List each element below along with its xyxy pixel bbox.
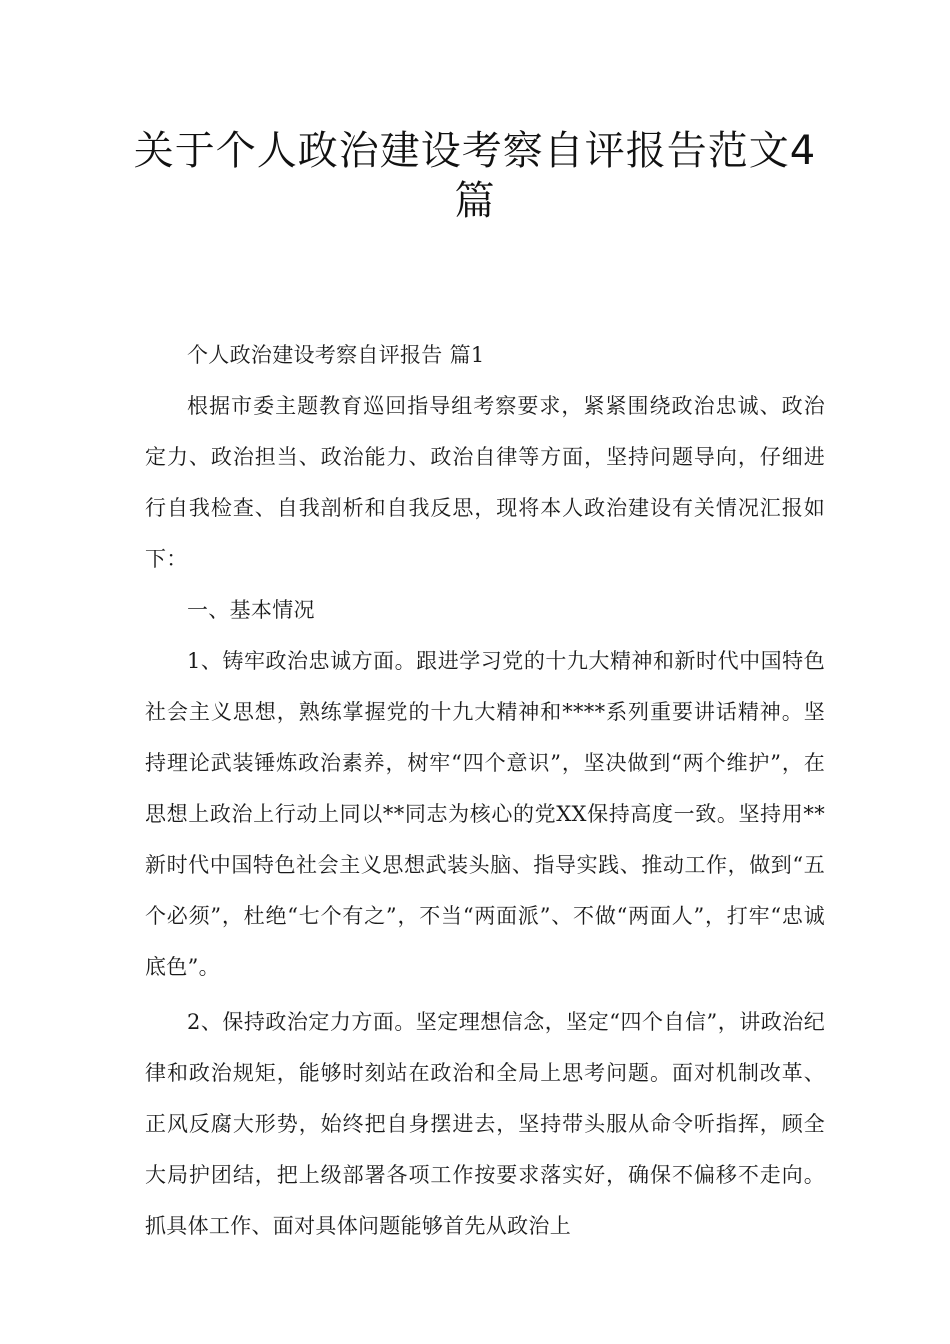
paragraph-heading-basic: 一、基本情况 [187, 598, 315, 622]
paragraph-political-resolve: 2、保持政治定力方面。坚定理想信念，坚定“四个自信”，讲政治纪律和政治规矩，能够时刻站在政治和全局上思考问题。面对机制改革、正风反腐大形势，始终把自身摆进去，坚持带头服从命令听指挥，顾全大局护团结，把上级部署各项工作按要求落实好，确保不偏移不走向。抓具体工作、面对具体问题能够首先从政治上 [145, 1010, 825, 1238]
document-title: 关于个人政治建设考察自评报告范文4篇 [133, 128, 817, 224]
section-heading: 个人政治建设考察自评报告 篇1 [187, 343, 485, 367]
document-body [145, 330, 825, 1252]
paragraph-intro: 根据市委主题教育巡回指导组考察要求，紧紧围绕政治忠诚、政治定力、政治担当、政治能力、政治自律等方面，坚持问题导向，仔细进行自我检查、自我剖析和自我反思，现将本人政治建设有关情况汇报如下： [145, 394, 825, 571]
paragraph-loyalty: 1、铸牢政治忠诚方面。跟进学习党的十九大精神和新时代中国特色社会主义思想，熟练掌握党的十九大精神和****系列重要讲话精神。坚持理论武装锤炼政治素养，树牢“四个意识”，坚决做到“两个维护”，在思想上政治上行动上同以**同志为核心的党XX保持高度一致。坚持用**新时代中国特色社会主义思想武装头脑、指导实践、推动工作，做到“五个必须”，杜绝“七个有之”，不当“两面派”、不做“两面人”，打牢“忠诚底色”。 [145, 649, 825, 979]
